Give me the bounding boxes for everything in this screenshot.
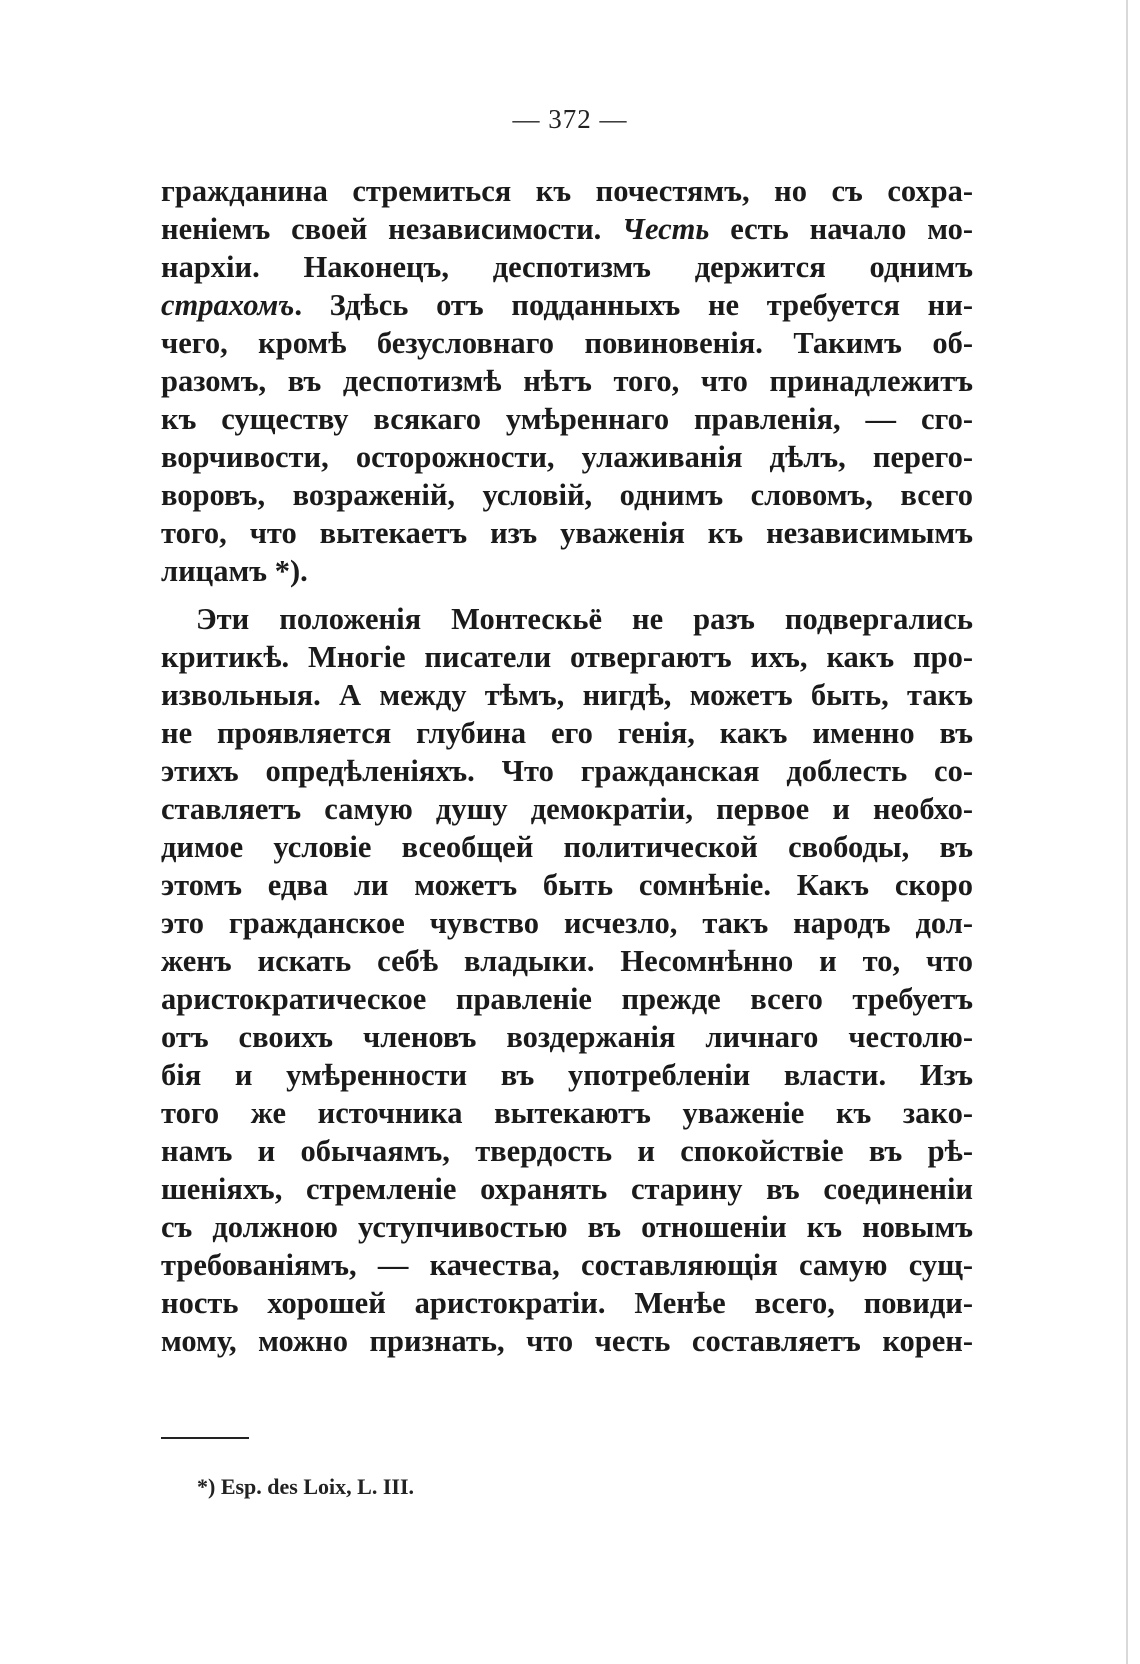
text-line: воровъ, возраженій, условій, однимъ словомъ, всего [161, 478, 973, 512]
text-line: шеніяхъ, стремленіе охранять старину въ соединеніи [161, 1172, 973, 1206]
text-line: съ должною уступчивостью въ отношеніи къ новымъ [161, 1210, 973, 1244]
paragraph-2 [161, 600, 973, 1360]
footnote: *) Esp. des Loix, L. III. [197, 1474, 415, 1499]
text-line: лицамъ *). [161, 554, 308, 588]
emphasis-fear: страхомъ [161, 288, 295, 322]
text-line: аристократическое правленіе прежде всего требуетъ [161, 982, 973, 1016]
text-line: женъ искать себѣ владыки. Несомнѣнно и то, что [161, 944, 973, 978]
text-line: этомъ едва ли можетъ быть сомнѣніе. Какъ скоро [161, 868, 973, 902]
text-line: ворчивости, осторожности, улаживанія дѣлъ, перего- [161, 440, 973, 474]
text-line: бія и умѣренности въ употребленіи власти. Изъ [161, 1058, 973, 1092]
text-line: мому, можно признать, что честь составляетъ корен- [161, 1324, 973, 1358]
text-line: димое условіе всеобщей политической свободы, въ [161, 830, 973, 864]
text-line: чего, кромѣ безусловнаго повиновенія. Такимъ об- [161, 326, 973, 360]
footnote-divider [161, 1437, 249, 1439]
text-line: страхомъ. Здѣсь отъ подданныхъ не требуется ни- [161, 288, 973, 322]
text-line: намъ и обычаямъ, твердость и спокойствіе въ рѣ- [161, 1134, 973, 1168]
page-number: — 372 — [512, 104, 628, 134]
text-line: къ существу всякаго умѣреннаго правленія, — сго- [161, 402, 973, 436]
text-line: того, что вытекаетъ изъ уваженія къ независимымъ [161, 516, 973, 550]
text-line: ставляетъ самую душу демократіи, первое и необхо- [161, 792, 973, 826]
emphasis-honor: Честь [622, 212, 710, 246]
text-line: отъ своихъ членовъ воздержанія личнаго честолю- [161, 1020, 973, 1054]
text-line: ность хорошей аристократіи. Менѣе всего, повиди- [161, 1286, 973, 1320]
text-line: не проявляется глубина его генія, какъ именно въ [161, 716, 973, 750]
text-line: это гражданское чувство исчезло, такъ народъ дол- [161, 906, 973, 940]
page-edge-shadow [1126, 0, 1128, 1664]
paragraph-gap [161, 590, 973, 600]
text-line: разомъ, въ деспотизмѣ нѣтъ того, что принадлежитъ [161, 364, 973, 398]
text-line: критикѣ. Многіе писатели отвергаютъ ихъ, какъ про- [161, 640, 973, 674]
text-line: неніемъ своей независимости. Честь есть начало мо- [161, 212, 973, 246]
text-line: этихъ опредѣленіяхъ. Что гражданская доблесть со- [161, 754, 973, 788]
paragraph-1 [161, 172, 973, 590]
text-line: Эти положенія Монтескьё не разъ подвергались [196, 602, 973, 636]
text-line: того же источника вытекаютъ уваженіе къ зако- [161, 1096, 973, 1130]
text-line: извольныя. А между тѣмъ, нигдѣ, можетъ быть, такъ [161, 678, 973, 712]
text-line: гражданина стремиться къ почестямъ, но съ сохра- [161, 174, 973, 208]
text-line: нархіи. Наконецъ, деспотизмъ держится однимъ [161, 250, 973, 284]
body-text [161, 172, 973, 1360]
text-line: требованіямъ, — качества, составляющія самую сущ- [161, 1248, 973, 1282]
